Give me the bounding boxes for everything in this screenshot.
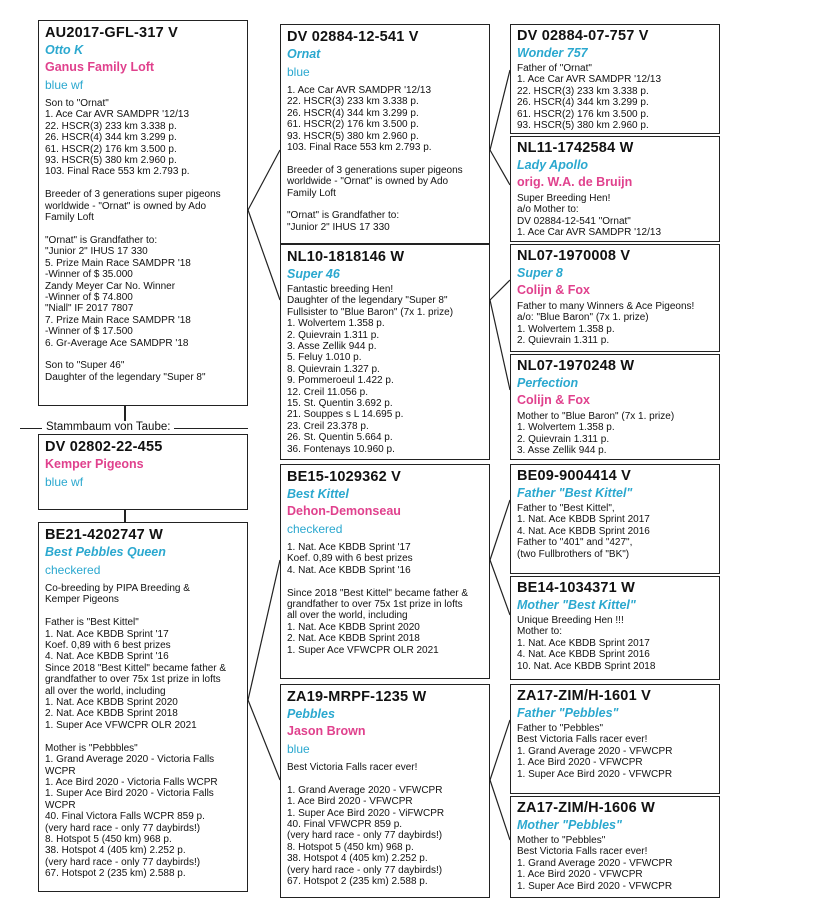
owner: Kemper Pigeons (45, 457, 144, 471)
pigeon-name: Best Kittel (287, 487, 349, 501)
description: Co-breeding by PIPA Breeding & Kemper Pigeons Father is "Best Kittel" 1. Nat. Ace KBDB Sprint '17 Koef. 0,89 with 6 best prizes 4. Nat. Ace KBDB Sprint '16 Since 2018 "Best Kittel" became father & grandfather to over 75x 1st prize in lofts all over the world, including 1. Nat. Ace KBDB Sprint 2020 2. Nat. Ace KBDB Sprint 2018 1. Super Ace VFWCPR OLR 2021 Mother is "Pebbbles" 1. Grand Average 2020 - Victoria Falls WCPR 1. Ace Bird 2020 - Victoria Falls WCPR 1. Super Ace Bird 2020 - Victoria Falls WCPR 40. Final Victora Falls WCPR 859 p. (very hard race - only 77 daybirds!) 8. Hotspot 5 (450 km) 968 p. 38. Hotspot 4 (405 km) 2.252 p. (very hard race - only 77 daybirds!) 67. Hotspot 2 (235 km) 2.588 p. (45, 583, 227, 880)
dam-dam-card (280, 684, 490, 898)
color: checkered (45, 563, 101, 577)
dam-sire-card (280, 464, 490, 679)
gg5-card (510, 464, 720, 574)
pigeon-name: Ornat (287, 47, 321, 61)
pigeon-name: Lady Apollo (517, 158, 589, 172)
color: blue wf (45, 475, 84, 489)
description: Unique Breeding Hen !!! Mother to: 1. Nat. Ace KBDB Sprint 2017 4. Nat. Ace KBDB Sprint 2016 10. Nat. Ace KBDB Sprint 2018 (517, 615, 656, 672)
ring-number: NL11-1742584 W (517, 140, 634, 156)
ring-number: NL10-1818146 W (287, 249, 405, 265)
pigeon-name: Wonder 757 (517, 46, 588, 60)
ring-number: BE21-4202747 W (45, 527, 164, 543)
pigeon-name: Mother "Best Kittel" (517, 598, 636, 612)
description: Mother to "Blue Baron" (7x 1. prize) 1. Wolvertem 1.358 p. 2. Quievrain 1.311 p. 3. Asse Zellik 944 p. (517, 411, 675, 457)
description: Father to "Best Kittel", 1. Nat. Ace KBDB Sprint 2017 4. Nat. Ace KBDB Sprint 2016 Father to "401" and "427", (two Fullbrothers of "BK") (517, 503, 650, 560)
sire-sire-card (280, 24, 490, 244)
description: Father of "Ornat" 1. Ace Car AVR SAMDPR '12/13 22. HSCR(3) 233 km 3.338 p. 26. HSCR(4) 344 km 3.299 p. 61. HSCR(2) 176 km 3.500 p. 93. HSCR(5) 380 km 2.960 p. (517, 63, 662, 132)
pigeon-name: Father "Pebbles" (517, 706, 619, 720)
pigeon-name: Super 8 (517, 266, 563, 280)
gg3-card (510, 244, 720, 352)
gg2-card (510, 136, 720, 242)
ring-number: DV 02802-22-455 (45, 439, 163, 455)
ring-number: BE15-1029362 V (287, 469, 402, 485)
pigeon-name: Mother "Pebbles" (517, 818, 622, 832)
ring-number: AU2017-GFL-317 V (45, 25, 178, 41)
gg8-card (510, 796, 720, 898)
color: checkered (287, 522, 343, 536)
owner: Colijn & Fox (517, 393, 590, 407)
gg1-card (510, 24, 720, 134)
description: 1. Nat. Ace KBDB Sprint '17 Koef. 0,89 with 6 best prizes 4. Nat. Ace KBDB Sprint '16 Since 2018 "Best Kittel" became father & grandfather to over 75x 1st prize in lofts all over the world, including 1. Nat. Ace KBDB Sprint 2020 2. Nat. Ace KBDB Sprint 2018 1. Super Ace VFWCPR OLR 2021 (287, 542, 469, 656)
color: blue wf (45, 78, 84, 92)
ring-number: ZA19-MRPF-1235 W (287, 689, 427, 705)
description: Best Victoria Falls racer ever! 1. Grand Average 2020 - VFWCPR 1. Ace Bird 2020 - VFWCPR 1. Super Ace Bird 2020 - ViFWCPR 40. Final VFWCPR 859 p. (very hard race - only 77 daybirds!) 8. Hotspot 5 (450 km) 968 p. 38. Hotspot 4 (405 km) 2.252 p. (very hard race - only 77 daybirds!) 67. Hotspot 2 (235 km) 2.588 p. (287, 762, 445, 888)
stammbaum-card (38, 434, 248, 510)
color: blue (287, 65, 310, 79)
pigeon-name: Perfection (517, 376, 579, 390)
subject-card (38, 20, 248, 406)
owner: Dehon-Demonseau (287, 504, 401, 518)
pigeon-name: Otto K (45, 43, 84, 57)
pigeon-name: Super 46 (287, 267, 340, 281)
owner: Colijn & Fox (517, 283, 590, 297)
gg4-card (510, 354, 720, 460)
stammbaum-label: Stammbaum von Taube: (42, 421, 174, 433)
pigeon-name: Best Pebbles Queen (45, 545, 166, 559)
ring-number: NL07-1970248 W (517, 358, 635, 374)
pigeon-name: Father "Best Kittel" (517, 486, 633, 500)
owner: Ganus Family Loft (45, 60, 155, 74)
description: Father to many Winners & Ace Pigeons! a/o: "Blue Baron" (7x 1. prize) 1. Wolvertem 1.358 p. 2. Quievrain 1.311 p. (517, 301, 695, 347)
ring-number: BE09-9004414 V (517, 468, 632, 484)
ring-number: DV 02884-07-757 V (517, 28, 649, 44)
pigeon-name: Pebbles (287, 707, 335, 721)
owner: Jason Brown (287, 724, 366, 738)
ring-number: ZA17-ZIM/H-1606 W (517, 800, 655, 816)
gg6-card (510, 576, 720, 680)
description: Fantastic breeding Hen! Daughter of the legendary "Super 8" Fullsister to "Blue Baron" (7x 1. prize) 1. Wolvertem 1.358 p. 2. Quievrain 1.311 p. 3. Asse Zellik 944 p. 5. Feluy 1.010 p. 8. Quievrain 1.327 p. 9. Pommeroeul 1.422 p. 12. Creil 11.056 p. 15. St. Quentin 3.692 p. 21. Souppes s L 14.695 p. 23. Creil 23.378 p. 26. St. Quentin 5.664 p. 36. Fontenays 10.960 p. (287, 284, 454, 455)
connector-line (124, 510, 126, 522)
description: 1. Ace Car AVR SAMDPR '12/13 22. HSCR(3) 233 km 3.338 p. 26. HSCR(4) 344 km 3.299 p. 61. HSCR(2) 176 km 3.500 p. 93. HSCR(5) 380 km 2.960 p. 103. Final Race 553 km 2.793 p. Breeder of 3 generations super pigeons worldwide - "Ornat" is owned by Ado Family Loft "Ornat" is Grandfather to: "Junior 2" IHUS 17 330 (287, 85, 463, 233)
owner: orig. W.A. de Bruijn (517, 175, 633, 189)
description: Father to "Pebbles" Best Victoria Falls racer ever! 1. Grand Average 2020 - VFWCPR 1. Ace Bird 2020 - VFWCPR 1. Super Ace Bird 2020 - VFWCPR (517, 723, 673, 780)
sire-dam-card (280, 244, 490, 460)
ring-number: DV 02884-12-541 V (287, 29, 419, 45)
dam-card (38, 522, 248, 892)
description: Son to "Ornat" 1. Ace Car AVR SAMDPR '12/13 22. HSCR(3) 233 km 3.338 p. 26. HSCR(4) 344 km 3.299 p. 61. HSCR(2) 176 km 3.500 p. 93. HSCR(5) 380 km 2.960 p. 103. Final Race 553 km 2.793 p. Breeder of 3 generations super pigeons worldwide - "Ornat" is owned by Ado Family Loft "Ornat" is Grandfather to: "Junior 2" IHUS 17 330 5. Prize Main Race SAMDPR '18 -Winner of $ 35.000 Zandy Meyer Car No. Winner -Winner of $ 74.800 "Niall" IF 2017 7807 7. Prize Main Race SAMDPR '18 -Winner of $ 17.500 6. Gr-Average Ace SAMDPR '18 Son to "Super 46" Daughter of the legendary "Super 8" (45, 98, 221, 383)
gg7-card (510, 684, 720, 794)
color: blue (287, 742, 310, 756)
ring-number: ZA17-ZIM/H-1601 V (517, 688, 651, 704)
description: Super Breeding Hen! a/o Mother to: DV 02884-12-541 "Ornat" 1. Ace Car AVR SAMDPR '12/13 (517, 193, 662, 239)
description: Mother to "Pebbles" Best Victoria Falls racer ever! 1. Grand Average 2020 - VFWCPR 1. Ace Bird 2020 - VFWCPR 1. Super Ace Bird 2020 - VFWCPR (517, 835, 673, 892)
ring-number: BE14-1034371 W (517, 580, 636, 596)
ring-number: NL07-1970008 V (517, 248, 631, 264)
